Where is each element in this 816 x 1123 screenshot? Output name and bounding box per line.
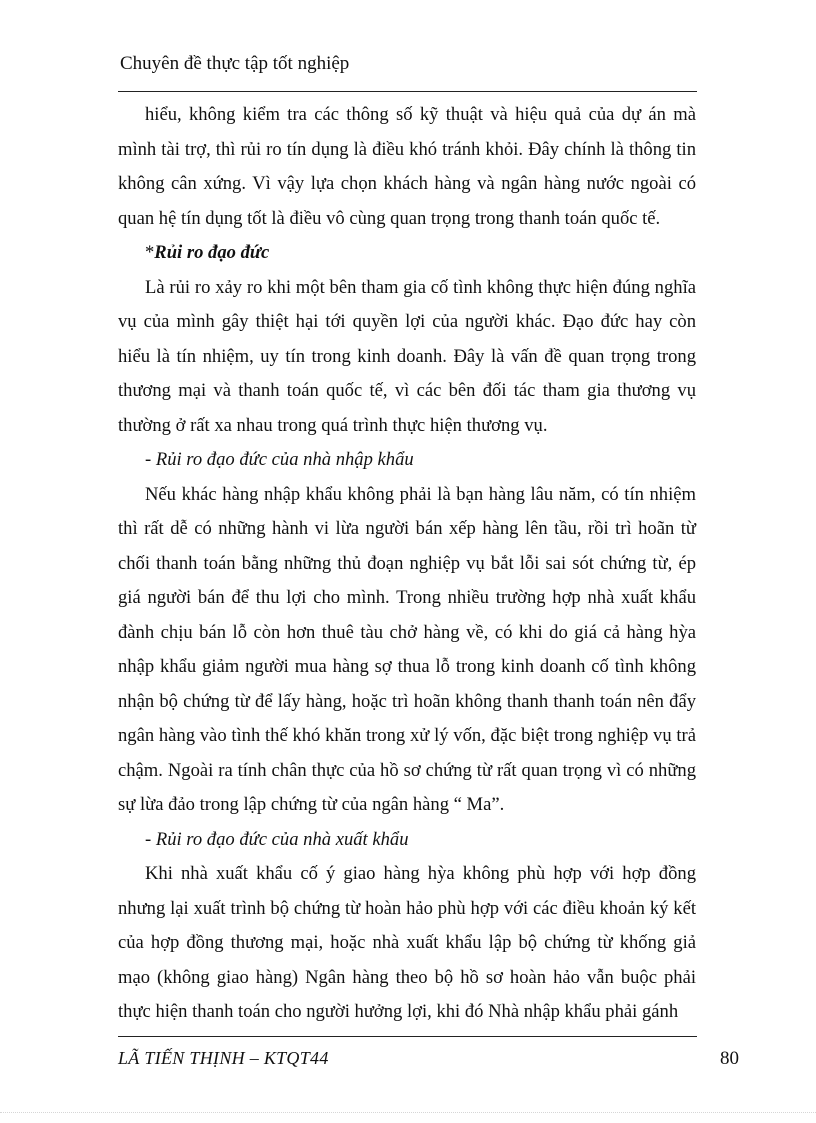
subheading-exporter: - Rủi ro đạo đức của nhà xuất khẩu <box>145 828 409 850</box>
body-text <box>118 98 696 1030</box>
page-edge-divider <box>0 1112 816 1113</box>
heading-moral-label: Rủi ro đạo đức <box>154 242 270 263</box>
paragraph-4: Khi nhà xuất khẩu cố ý giao hàng hỳa không phù hợp với hợp đồng nhưng lại xuất trình bộ chứng từ hoàn hảo phù hợp với các điều khoản ký kết của hợp đồng thương mại, hoặc nhà xuất khẩu lập bộ chứng từ khống giả mạo (không giao hàng) Ngân hàng theo bộ hồ sơ hoàn hảo vẫn buộc phải thực hiện thanh toán cho người hưởng lợi, khi đó Nhà nhập khẩu phải gánh <box>118 863 696 1022</box>
footer-author: LÃ TIẾN THỊNH – KTQT44 <box>118 1048 329 1068</box>
footer-rule <box>118 1036 697 1037</box>
page-number: 80 <box>720 1048 739 1069</box>
header-title: Chuyên đề thực tập tốt nghiệp <box>120 53 350 74</box>
header-rule <box>118 91 697 92</box>
heading-moral-risk <box>118 236 696 271</box>
paragraph-2: Là rủi ro xảy ro khi một bên tham gia cố tình không thực hiện đúng nghĩa vụ của mình gây thiệt hại tới quyền lợi của người khác. Đạo đức hay còn hiểu là tín nhiệm, uy tín trong kinh doanh. Đây là vấn đề quan trọng trong thương mại và thanh toán quốc tế, vì các bên đối tác tham gia thương vụ thường ở rất xa nhau trong quá trình thực hiện thương vụ. <box>118 276 696 436</box>
paragraph-3: Nếu khác hàng nhập khẩu không phải là bạn hàng lâu năm, có tín nhiệm thì rất dễ có những hành vi lừa người bán xếp hàng lên tầu, rồi trì hoãn từ chối thanh toán bằng những thủ đoạn nghiệp vụ bắt lỗi sai sót chứng từ, ép giá người bán để thu lợi cho mình. Trong nhiều trường hợp nhà xuất khẩu đành chịu bán lỗ còn hơn thuê tàu chở hàng về, có khi do giá cả hàng hỳa nhập khẩu giảm người mua hàng sợ thua lỗ trong kinh doanh cố tình không nhận bộ chứng từ để lấy hàng, hoặc trì hoãn không thanh thanh toán nên đẩy ngân hàng vào tình thế khó khăn trong xử lý vốn, đặc biệt trong nghiệp vụ trả chậm. Ngoài ra tính chân thực của hồ sơ chứng từ rất quan trọng vì có những sự lừa đảo trong lập chứng từ của ngân hàng “ Ma”. <box>118 483 696 815</box>
heading-moral-prefix: * <box>145 242 155 263</box>
paragraph-1: hiểu, không kiểm tra các thông số kỹ thuật và hiệu quả của dự án mà mình tài trợ, thì rủi ro tín dụng là điều khó tránh khỏi. Đây chính là thông tin không cân xứng. Vì vậy lựa chọn khách hàng và ngân hàng nước ngoài có quan hệ tín dụng tốt là điều vô cùng quan trọng trong thanh toán quốc tế. <box>118 104 696 229</box>
subheading-importer: - Rủi ro đạo đức của nhà nhập khẩu <box>145 449 414 470</box>
